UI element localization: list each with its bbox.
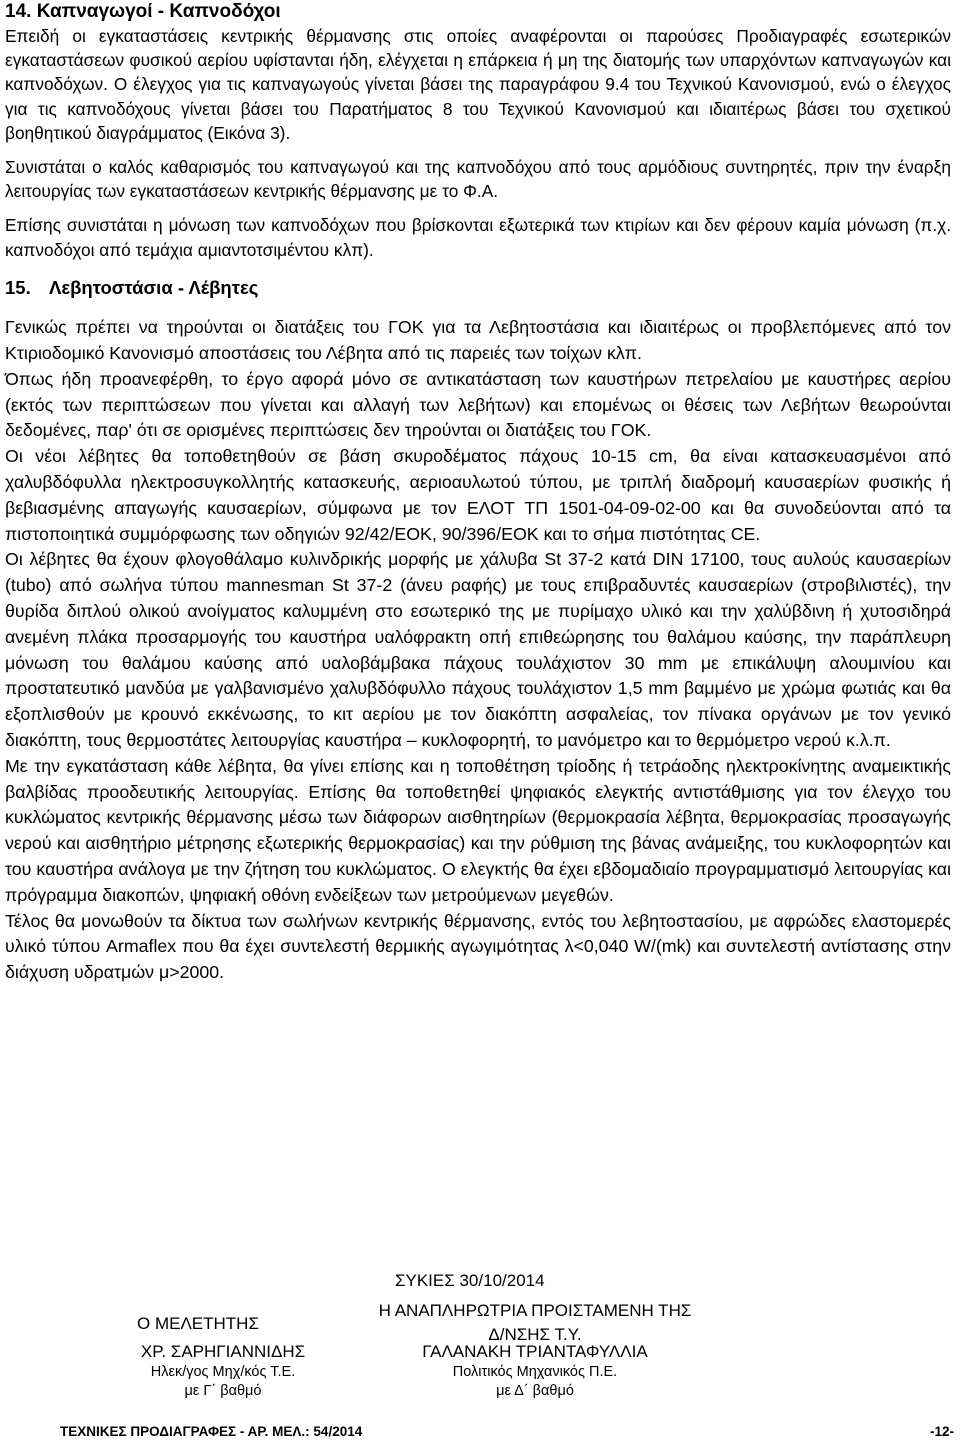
signature-right-grade: με Δ΄ βαθμό [496,1383,574,1399]
section-15-title-text: Λεβητοστάσια - Λέβητες [49,276,259,298]
signature-right-role: Πολιτικός Μηχανικός Π.Ε. [452,1364,618,1380]
signature-left-grade: με Γ΄ βαθμό [184,1383,262,1399]
signature-left-title: Ο ΜΕΛΕΤΗΤΗΣ [137,1314,259,1333]
section-15-paragraph-5: Με την εγκατάσταση κάθε λέβητα, θα γίνει επίσης και η τοποθέτηση τρίοδης ή τετράοδης ηλεκτροκίνητης αναμεικτικής βαλβίδας προοδευτικής λειτουργίας. Επίσης θα τοποθετηθεί ψηφιακός ελεγκτής αντιστάθμισης για τον έλεγχο του κυκλώματος κεντρικής θέρμανσης μέσω των διάφορων αισθητηρίων (θερμοκρασία λέβητα, θερμοκρασίας προσαγωγής νερού και αισθητήριο μέτρησης εξωτερικής θερμοκρασίας) και την ρύθμιση της βάνας ανάμειξης, του κυκλοφορητών και του καυστήρα ανάλογα με την ζήτηση του κυκλώματος. Ο ελεγκτής θα έχει εβδομαδιαίο προγραμματισμό λειτουργίας και πρόγραμμα διακοπών, ψηφιακή οθόνη ενδείξεων των μετρούμενων μεγεθών. [5,755,951,905]
footer-page-number: -12- [929,1424,954,1439]
footer-document-title: ΤΕΧΝΙΚΕΣ ΠΡΟΔΙΑΓΡΑΦΕΣ - ΑΡ. ΜΕΛ.: 54/2014 [60,1424,363,1439]
signature-left-block [115,1341,331,1401]
signature-right-title-line-2: Δ/ΝΣΗΣ Τ.Υ. [488,1325,582,1344]
section-14-paragraph-3: Επίσης συνιστάται η μόνωση των καπνοδόχων που βρίσκονται εξωτερικά των κτιρίων και δεν φέρουν καμία μόνωση (π.χ. καπνοδόχοι από τεμάχια αμιαντοτσιμέντου κλπ). [5,215,951,260]
section-14-title: 14. Καπναγωγοί - Καπνοδόχοι [5,1,281,22]
section-15-paragraph-1: Γενικώς πρέπει να τηρούνται οι διατάξεις του ΓΟΚ για τα Λεβητοστάσια και ιδιαιτέρως οι προβλεπόμενες από τον Κτιριοδομικό Κανονισμό αποστάσεις του Λέβητα από τις παρειές των τοίχων κλπ. [5,317,951,363]
section-15-paragraph-2: Όπως ήδη προανεφέρθη, το έργο αφορά μόνο σε αντικατάσταση των καυστήρων πετρελαίου με καυστήρες αερίου (εκτός των περιπτώσεων που γίνεται και αλλαγή των λεβήτων) και επομένως οι θέσεις των Λεβήτων θεωρούνται δεδομένες, παρ' ότι σε ορισμένες περιπτώσεις δεν τηρούνται οι διατάξεις του ΓΟΚ. [5,368,951,441]
signature-left-role: Ηλεκ/γος Μηχ/κός Τ.Ε. [150,1364,296,1380]
signature-date: ΣΥΚΙΕΣ 30/10/2014 [395,1271,545,1290]
signature-right-name: ΓΑΛΑΝΑΚΗ ΤΡΙΑΝΤΑΦΥΛΛΙΑ [422,1342,648,1361]
section-14-paragraph-2: Συνιστάται ο καλός καθαρισμός του καπναγωγού και της καπνοδόχου από τους αρμόδιους συντηρητές, πριν την έναρξη λειτουργίας των εγκαταστάσεων κεντρικής θέρμανσης με το Φ.Α. [5,157,951,202]
section-14-paragraph-1: Επειδή οι εγκαταστάσεις κεντρικής θέρμανσης στις οποίες αναφέρονται οι παρούσες Προδιαγραφές εσωτερικών εγκαταστάσεων φυσικού αερίου υφίστανται ήδη, ελέγχεται η επάρκεια ή μη της διατομής των υπαρχόντων καπναγωγών και καπνοδόχων. Ο έλεγχος για τις καπναγωγούς γίνεται βάσει της παραγράφου 9.4 του Τεχνικού Κανονισμού, ενώ ο έλεγχος για τις καπνοδόχους γίνεται βάσει του Παρατήματος 8 του Τεχνικού Κανονισμού και ιδιαιτέρως βάσει του σχετικού βοηθητικού διαγράμματος (Εικόνα 3). [5,26,951,143]
section-15-number: 15. [5,276,31,298]
section-15-paragraph-6: Τέλος θα μονωθούν τα δίκτυα των σωλήνων κεντρικής θέρμανσης, εντός του λεβητοστασίου, με αφρώδες ελαστομερές υλικό τύπου Armaflex που θα έχει συντελεστή θερμικής αγωγιμότητας λ<0,040 W/(mk) και συντελεστή αντίστασης στην διάχυση υδρατμών μ>2000. [5,910,951,983]
signature-right-title [345,1299,725,1347]
section-15-paragraph-4: Οι λέβητες θα έχουν φλογοθάλαμο κυλινδρικής μορφής με χάλυβα St 37-2 κατά DIN 17100, τους αυλούς καυσαερίων (tubo) από σωλήνα τύπου mannesman St 37-2 (άνευ ραφής) με τους επιβραδυντές καυσαερίων (στροβιλιστές), την θυρίδα διπλού ολικού ανοίγματος καλυμμένη στο εσωτερικό της με πυρίμαχο υλικό και την χαλύβδινη ή χυτοσιδηρά ανεμένη πλάκα προσαρμογής του καυστήρα υαλόφρακτη οπή επιθεώρησης του θαλάμου καύσης, την παράπλευρη μόνωση του θαλάμου καύσης από υαλοβάμβακα πάχους τουλάχιστον 30 mm με επικάλυψη αλουμινίου και προστατευτικό μανδύα με γαλβανισμένο χαλυβδόφυλλο πάχους τουλάχιστον 1,5 mm βαμμένο με χρώμα φωτιάς και θα εξοπλισθούν με κρουνό εκκένωσης, το κιτ αερίου με τον διακόπτη ασφαλείας, τον πίνακα οργάνων με τον γενικό διακόπτη, τους θερμοστάτες λειτουργίας καυστήρα – κυκλοφορητή, το μανόμετρο και το θερμόμετρο νερού κ.λ.π. [5,549,951,750]
signature-right-title-line-1: Η ΑΝΑΠΛΗΡΩΤΡΙΑ ΠΡΟΙΣΤΑΜΕΝΗ ΤΗΣ [378,1301,692,1320]
signature-right-block [367,1341,703,1401]
section-15-title [5,276,951,300]
document-page [5,0,951,1399]
signature-left-name: ΧΡ. ΣΑΡΗΓΙΑΝΝΙΔΗΣ [140,1342,306,1361]
section-15-paragraph-3: Οι νέοι λέβητες θα τοποθετηθούν σε βάση σκυροδέματος πάχους 10-15 cm, θα είναι κατασκευασμένοι από χαλυβδόφυλλα ηλεκτροσυγκολλητής κατασκευής, αεριοαυλωτού τύπου, με τριπλή διαδρομή καυσαερίων φυσικής ή βεβιασμένης απαγωγής καυσαερίων, σύμφωνα με τον ΕΛΟΤ ΤΠ 1501-04-09-02-00 και θα συνοδεύονται από τα πιστοποιητικά συμμόρφωσης των οδηγιών 92/42/ΕΟΚ, 90/396/ΕΟΚ και το σήμα πιστότητας CE. [5,446,951,544]
